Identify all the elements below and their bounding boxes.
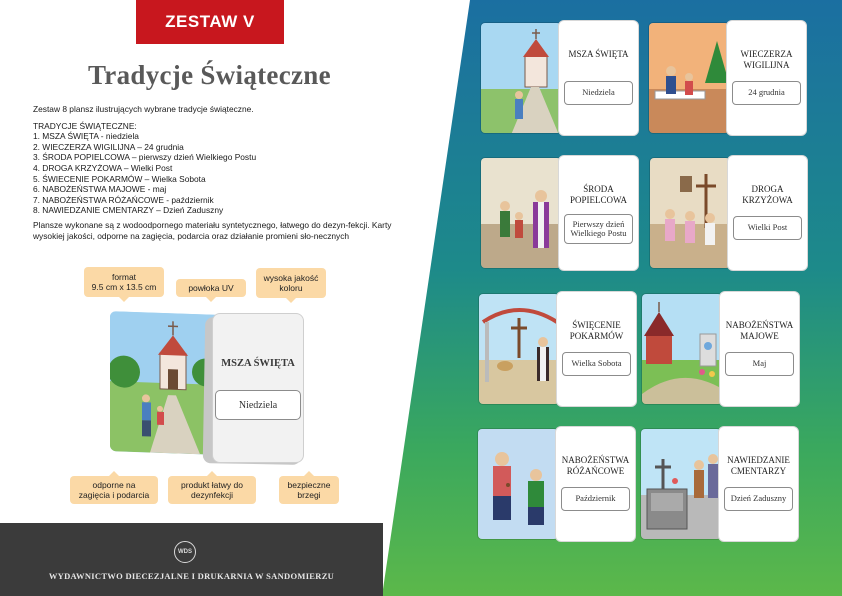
sample-card-answer: Niedziela <box>215 390 301 420</box>
card-face <box>555 426 636 542</box>
card-answer: Wielki Post <box>733 216 802 240</box>
publisher-name: WYDAWNICTWO DIECEZJALNE I DRUKARNIA W SANDOMIERZU <box>48 571 335 581</box>
uv-bubble: powłoka UV <box>176 279 246 297</box>
description-text: Plansze wykonane są z wodoodpornego materiału syntetycznego, łatwego do dezyn-fekcji. Karty wysokiej jakości, odporne na zagięcia, podarcia oraz działanie promieni sło-necznych <box>33 219 392 241</box>
format-bubble: format 9.5 cm x 13.5 cm <box>84 267 164 297</box>
page-title: Tradycje Świąteczne <box>88 60 331 90</box>
list-item: 6. NABOŻEŃSTWA MAJOWE - maj <box>33 184 167 195</box>
card-illustration <box>649 157 731 269</box>
list-item: 4. DROGA KRZYŻOWA – Wielki Post <box>33 162 173 173</box>
christmas-tree-icon <box>649 23 730 134</box>
card-title: NABOŻEŃSTWA MAJOWE <box>725 320 794 341</box>
church-icon <box>481 23 562 134</box>
card-face <box>556 291 637 407</box>
card-illustration <box>480 157 562 269</box>
list-item: 2. WIECZERZA WIGILIJNA – 24 grudnia <box>33 141 184 152</box>
card-answer: Pierwszy dzień Wielkiego Postu <box>564 214 633 244</box>
sample-card-title: MSZA ŚWIĘTA <box>221 358 295 369</box>
sample-card-illustration <box>110 311 218 455</box>
card-title: MSZA ŚWIĘTA <box>568 49 629 59</box>
card-answer: Maj <box>725 352 794 376</box>
card-swiecenie[interactable] <box>478 291 666 407</box>
cross-icon <box>650 158 731 269</box>
card-title: DROGA KRZYŻOWA <box>742 184 793 205</box>
card-face <box>558 20 639 136</box>
publisher-logo-icon: WDS <box>174 541 196 563</box>
card-rozancowe[interactable] <box>477 426 665 542</box>
card-illustration <box>648 22 730 134</box>
card-face <box>727 155 808 271</box>
blessing-basket-icon <box>479 294 560 405</box>
chapel-icon <box>642 294 723 405</box>
card-cmentarze[interactable] <box>640 426 828 542</box>
card-sroda[interactable] <box>480 155 668 271</box>
list-item: 7. NABOŻEŃSTWA RÓŻAŃCOWE - październik <box>33 194 214 205</box>
card-title: WIECZERZA WIGILIJNA <box>740 49 793 70</box>
card-face <box>558 155 639 271</box>
card-answer: Wielka Sobota <box>562 352 631 376</box>
set-badge: ZESTAW V <box>136 0 284 44</box>
card-answer: Dzień Zaduszny <box>724 487 793 511</box>
card-illustration <box>477 428 559 540</box>
list-item: 3. ŚRODA POPIELCOWA – pierwszy dzień Wielkiego Postu <box>33 152 257 163</box>
card-illustration <box>641 293 723 405</box>
grave-icon <box>641 429 722 540</box>
list-item: 8. NAWIEDZANIE CMENTARZY – Dzień Zaduszny <box>33 205 224 216</box>
card-illustration <box>480 22 562 134</box>
list-item: 5. ŚWIECENIE POKARMÓW – Wielka Sobota <box>33 173 206 184</box>
text-block <box>33 104 393 241</box>
intro-text: Zestaw 8 plansz ilustrujących wybrane tradycje świąteczne. <box>33 104 254 114</box>
card-title: ŚRODA POPIELCOWA <box>569 184 627 205</box>
color-bubble: wysoka jakość koloru <box>256 268 326 298</box>
card-answer: 24 grudnia <box>732 81 801 105</box>
list-heading: TRADYCJE ŚWIĄTECZNE: <box>33 120 137 131</box>
card-answer: Październik <box>561 487 630 511</box>
card-droga[interactable] <box>649 155 837 271</box>
card-wieczerza[interactable] <box>648 20 836 136</box>
card-face <box>718 426 799 542</box>
card-face <box>726 20 807 136</box>
priest-icon <box>481 158 562 269</box>
card-illustration <box>640 428 722 540</box>
disinfect-bubble: produkt łatwy do dezynfekcji <box>168 476 256 504</box>
rosary-icon <box>478 429 559 540</box>
card-title: ŚWIĘCENIE POKARMÓW <box>569 320 624 341</box>
sample-card <box>212 313 304 463</box>
card-majowe[interactable] <box>641 291 829 407</box>
card-msza[interactable] <box>480 20 668 136</box>
bend-bubble: odporne na zagięcia i podarcia <box>70 476 158 504</box>
card-answer: Niedziela <box>564 81 633 105</box>
card-title: NAWIEDZANIE CMENTARZY <box>727 455 790 476</box>
card-face <box>719 291 800 407</box>
card-illustration <box>478 293 560 405</box>
list-item: 1. MSZA ŚWIĘTA - niedziela <box>33 131 139 142</box>
card-title: NABOŻEŃSTWA RÓŻAŃCOWE <box>561 455 630 476</box>
edges-bubble: bezpieczne brzegi <box>279 476 339 504</box>
